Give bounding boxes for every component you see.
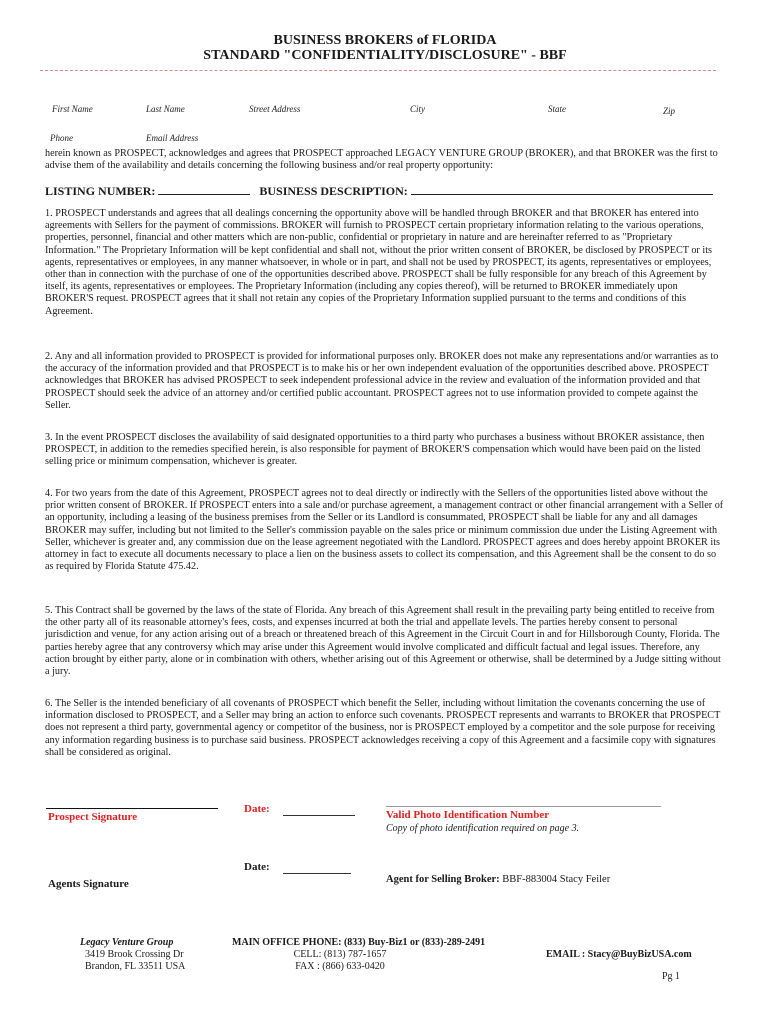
agent-broker-label: Agent for Selling Broker: — [386, 874, 500, 885]
agents-signature-label: Agents Signature — [48, 878, 129, 890]
prospect-date-label: Date: — [244, 803, 270, 815]
photo-id-note: Copy of photo identification required on page 3. — [386, 823, 580, 834]
prospect-signature-line[interactable] — [46, 808, 218, 809]
business-description-label: BUSINESS DESCRIPTION: — [259, 184, 408, 198]
last-name-label: Last Name — [146, 104, 185, 114]
state-label: State — [548, 104, 566, 114]
clause-4: 4. For two years from the date of this Agreement, PROSPECT agrees not to deal directly or indirectly with the Sellers of the opportunities listed above without the prior written consent of BROKER. If PROSPECT enters into a sale and/or purchase agreement, a management contract or other financial arrangement with a Seller of an opportunity, including a leasing of the business premises from the Seller or its Landlord is consummated, PROSPECT shall be liable for any and all damages BROKER may suffer, including but not limited to the Seller's commission payable on the sales price or minimum commission due under the Listing Agreement with Seller, whichever is greater and, any commission due on the lease agreement negotiated with the Landlord. PROSPECT agrees and does hereby appoint BROKER its attorney in fact to execute all documents necessary to place a lien on the business assets to collect its compensation, and this Agreement shall be the consent to do so as required by Florida Statute 475.42. — [45, 488, 724, 573]
footer-cell: CELL: (813) 787-1657 — [293, 949, 387, 960]
footer-fax: FAX : (866) 633-0420 — [295, 961, 385, 972]
prospect-date-field[interactable] — [283, 804, 355, 816]
agent-date-label: Date: — [244, 861, 270, 873]
zip-label: Zip — [663, 106, 676, 116]
prospect-signature-label: Prospect Signature — [48, 811, 138, 823]
listing-number-label: LISTING NUMBER: — [45, 184, 156, 198]
clause-6: 6. The Seller is the intended beneficiary of all covenants of PROSPECT which benefit the Seller, including without limitation the covenants concerning the use of information disclosed to PROSPECT, and a Seller may bring an action to enforce such covenants. PROSPECT represents and warrants to BROKER that PROSPECT does not represent a third party, governmental agency or competitor of the business, nor is PROSPECT employed by a competitor and the sole purpose for receiving any information regarding business is to purchase said business. PROSPECT acknowledges receiving a copy of this Agreement and a facsimile copy with signatures shall be considered as original. — [45, 698, 721, 758]
listing-row — [45, 184, 713, 199]
agent-broker-line — [386, 874, 610, 885]
listing-number-field[interactable] — [158, 184, 250, 195]
clause-2: 2. Any and all information provided to PROSPECT is provided for informational purposes only. BROKER does not make any representations and/or warranties as to the accuracy of the information provided and that PROSPECT is to make his or her own independent evaluation of the opportunities described above. PROSPECT acknowledges that BROKER has advised PROSPECT to seek independent professional advice in the review and evaluation of the information provided and that PROSPECT should seek the advice of an attorney and/or certified public accountant. PROSPECT agrees not to use information provided to compete against the Seller. — [45, 351, 719, 411]
phone-label: Phone — [50, 133, 73, 143]
clause-5: 5. This Contract shall be governed by the laws of the state of Florida. Any breach of this Agreement shall result in the prevailing party being entitled to receive from the other party all of its reasonable attorney's fees, costs, and expenses incurred at both the trial and appellate levels. The parties hereby consent to personal jurisdiction and venue, for any action arising out of a breach or threatened breach of this Agreement in the Circuit Court in and for Hillsborough County, Florida. The parties hereby agree that any controversy which may arise under this Agreement would involve complicated and difficult factual and legal issues. Therefore, any action brought by either party, alone or in combination with others, whether arising out of this Agreement or otherwise, shall be determined by a Judge sitting without a jury. — [45, 605, 721, 678]
first-name-label: First Name — [52, 104, 93, 114]
footer-main-phone: MAIN OFFICE PHONE: (833) Buy-Biz1 or (833)-289-2491 — [232, 937, 486, 948]
clause-1: 1. PROSPECT understands and agrees that all dealings concerning the opportunity above will be handled through BROKER and that BROKER has entered into agreements with Sellers for the payment of commissions. BROKER will furnish to PROSPECT certain proprietary information relating to the various operations, properties, personnel, financial and other matters which are non-public, confidential or proprietary in nature and are hereinafter referred to as "Proprietary Information." The Proprietary Information will be kept confidential and shall not, without the prior written consent of BROKER, be disclosed by PROSPECT or its agents, representatives or employees, in any manner whatsoever, in whole or in part, and shall not be used by PROSPECT, its agents, representatives or employees, other than in connection with the purchase of one of the opportunities described above. PROSPECT shall be fully responsible for any breach of this Agreement by itself, its agents, representatives or employees. The Proprietary Information (including any copies thereof), will be returned to BROKER immediately upon BROKER'S request. PROSPECT agrees that it shall not retain any copies of the Proprietary Information supplied pursuant to the terms and conditions of this Agreement. — [45, 208, 713, 317]
photo-id-label: Valid Photo Identification Number — [386, 809, 550, 821]
page-number: Pg 1 — [662, 971, 681, 982]
business-description-field[interactable] — [411, 184, 713, 195]
intro-paragraph: herein known as PROSPECT, acknowledges and agrees that PROSPECT approached LEGACY VENTURE GROUP (BROKER), and that BROKER was the first to advise them of the availability and details concerning the following business and/or real property opportunity: — [45, 148, 718, 172]
city-label: City — [410, 104, 425, 114]
footer-address-line1: 3419 Brook Crossing Dr — [85, 949, 184, 960]
footer-address-line2: Brandon, FL 33511 USA — [85, 961, 186, 972]
document-title: BUSINESS BROKERS of FLORIDA — [273, 33, 497, 48]
clause-3: 3. In the event PROSPECT discloses the availability of said designated opportunities to a third party who purchases a business without BROKER assistance, then PROSPECT, in addition to the remedies specified herein, is also responsible for payment of BROKER'S compensation which would have been paid on the listed selling price or minimum compensation, whichever is greater. — [45, 432, 705, 468]
document-subtitle: STANDARD "CONFIDENTIALITY/DISCLOSURE" - BBF — [203, 48, 567, 63]
agent-date-field[interactable] — [283, 862, 351, 874]
agent-broker-value: BBF-883004 Stacy Feiler — [502, 874, 611, 885]
footer-company-name: Legacy Venture Group — [80, 937, 174, 948]
photo-id-line[interactable] — [386, 806, 661, 807]
header-divider — [40, 70, 716, 71]
footer-email: EMAIL : Stacy@BuyBizUSA.com — [546, 949, 692, 960]
email-label: Email Address — [146, 133, 199, 143]
street-address-label: Street Address — [249, 104, 301, 114]
